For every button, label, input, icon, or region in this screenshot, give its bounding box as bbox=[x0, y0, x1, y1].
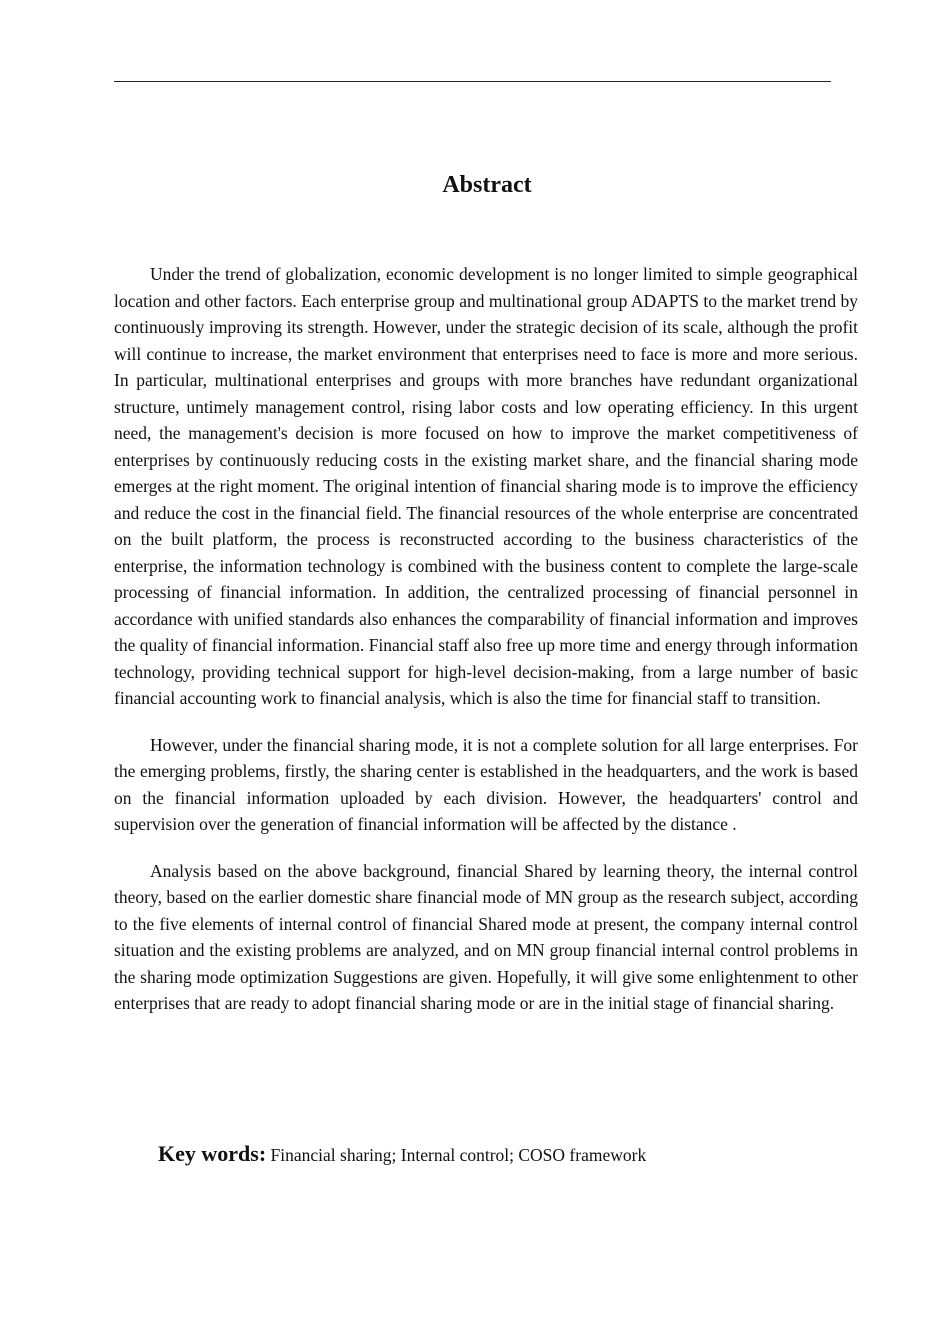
keywords-value: Financial sharing; Internal control; COSO framework bbox=[266, 1145, 647, 1165]
paragraph-3: Analysis based on the above background, financial Shared by learning theory, the internal control theory, based on the earlier domestic share financial mode of MN group as the research subject, according to the five elements of internal control of financial Shared mode at present, the company internal control situation and the existing problems are analyzed, and on MN group financial internal control problems in the sharing mode optimization Suggestions are given. Hopefully, it will give some enlightenment to other enterprises that are ready to adopt financial sharing mode or are in the initial stage of financial sharing. bbox=[114, 860, 858, 1013]
keywords-line bbox=[158, 1139, 858, 1170]
header-rule bbox=[114, 81, 831, 82]
page-title: Abstract bbox=[442, 172, 532, 199]
keywords-label: Key words: bbox=[158, 1141, 267, 1166]
abstract-body bbox=[114, 261, 858, 1037]
paragraph-1: Under the trend of globalization, economic development is no longer limited to simple geographical location and other factors. Each enterprise group and multinational group ADAPTS to the market trend by continuously improving its strength. However, under the strategic decision of its scale, although the profit will continue to increase, the market environment that enterprises need to face is more and more serious. In particular, multinational enterprises and groups with more branches have redundant organizational structure, untimely management control, rising labor costs and low operating efficiency. In this urgent need, the management's decision is more focused on how to improve the market competitiveness of enterprises by continuously reducing costs in the existing market share, and the financial sharing mode emerges at the right moment. The original intention of financial sharing mode is to improve the efficiency and reduce the cost in the financial field. The financial resources of the whole enterprise are concentrated on the built platform, the process is reconstructed according to the business characteristics of the enterprise, the information technology is combined with the business content to complete the large-scale processing of financial information. In addition, the centralized processing of financial personnel in accordance with unified standards also enhances the comparability of financial information and improves the quality of financial information. Financial staff also free up more time and energy through information technology, providing technical support for high-level decision-making, from a large number of basic financial accounting work to financial analysis, which is also the time for financial staff to transition. bbox=[114, 264, 858, 708]
paragraph-2: However, under the financial sharing mode, it is not a complete solution for all large enterprises. For the emerging problems, firstly, the sharing center is established in the headquarters, and the work is based on the financial information uploaded by each division. However, the headquarters' control and supervision over the generation of financial information will be affected by the distance . bbox=[114, 734, 858, 834]
